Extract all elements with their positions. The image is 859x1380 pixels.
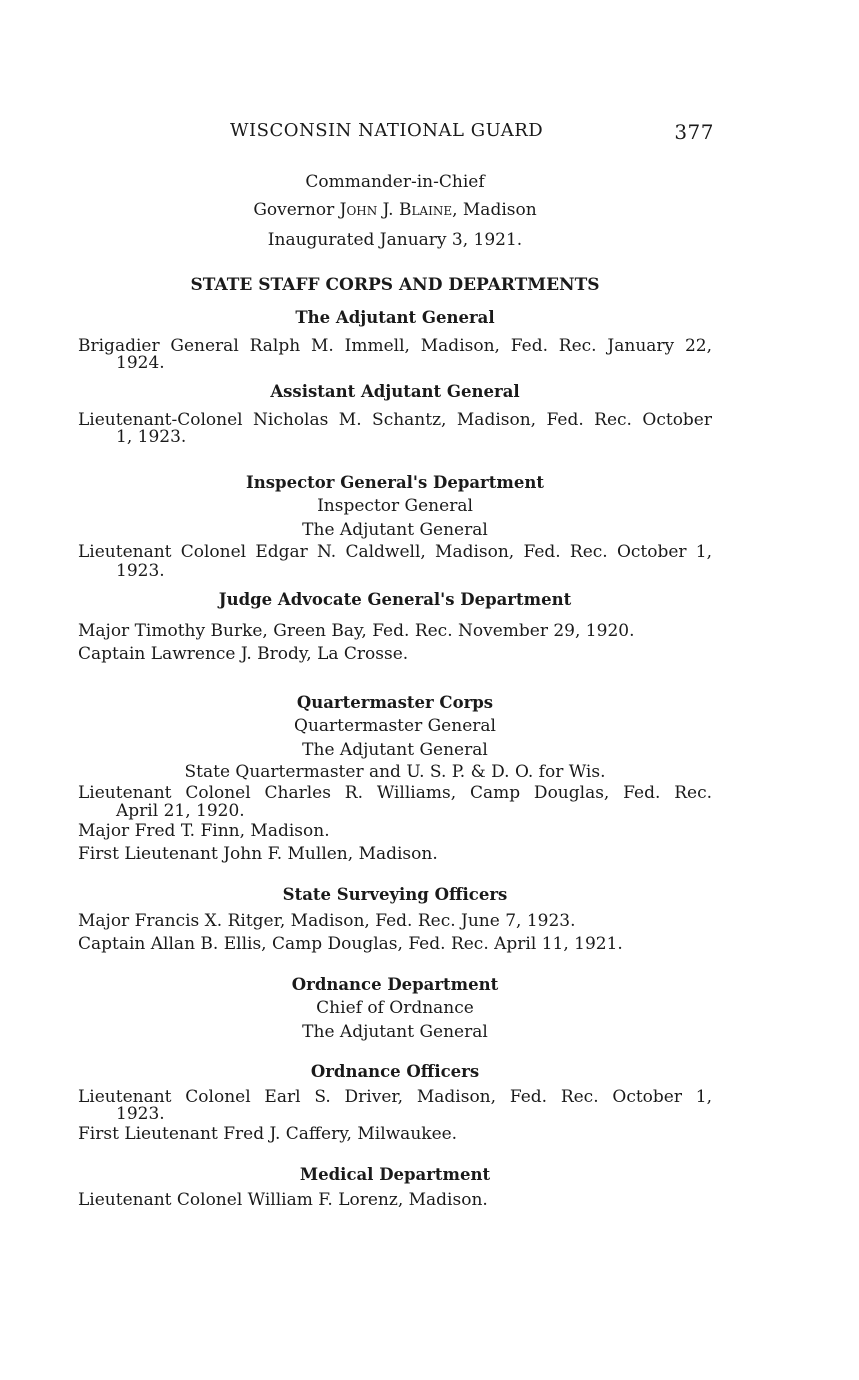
inspector-entry-line1: Lieutenant Colonel Edgar N. Caldwell, Madison, Fed. Rec. October 1, [78, 542, 712, 562]
assistant-entry-line1: Lieutenant-Colonel Nicholas M. Schantz, Madison, Fed. Rec. October [78, 410, 712, 430]
ordnance-dept-sub1: Chief of Ordnance [316, 998, 474, 1018]
ordnance-entry-line1: Lieutenant Colonel Earl S. Driver, Madison, Fed. Rec. October 1, [78, 1087, 712, 1107]
adjutant-entry-line2: 1924. [116, 353, 165, 373]
quartermaster-entry-line2: April 21, 1920. [116, 801, 245, 821]
quartermaster-sub3: State Quartermaster and U. S. P. & D. O. for Wis. [184, 762, 606, 782]
inspector-entry-line2: 1923. [116, 561, 165, 581]
document-body [78, 170, 712, 1212]
governor-line [78, 194, 712, 226]
adjutant-entry-line1: Brigadier General Ralph M. Immell, Madison, Fed. Rec. January 22, [78, 336, 712, 356]
inaugurated-line: Inaugurated January 3, 1921. [267, 230, 523, 250]
governor-suffix: , Madison [452, 200, 537, 220]
surveying-entry: Major Francis X. Ritger, Madison, Fed. Rec. June 7, 1923. [78, 911, 576, 931]
judge-heading: Judge Advocate General's Department [218, 590, 572, 609]
medical-entry: Lieutenant Colonel William F. Lorenz, Madison. [78, 1190, 488, 1210]
inspector-sub2: The Adjutant General [302, 520, 488, 540]
quartermaster-entry: Major Fred T. Finn, Madison. [78, 821, 330, 841]
judge-entry: Major Timothy Burke, Green Bay, Fed. Rec. November 29, 1920. [78, 621, 635, 641]
ordnance-officers-heading: Ordnance Officers [310, 1062, 480, 1081]
ordnance-entry-line2: 1923. [116, 1104, 165, 1124]
header-title: WISCONSIN NATIONAL GUARD [230, 120, 544, 141]
quartermaster-sub2: The Adjutant General [302, 740, 488, 760]
surveying-entry: Captain Allan B. Ellis, Camp Douglas, Fed. Rec. April 11, 1921. [78, 934, 623, 954]
ordnance-dept-heading: Ordnance Department [291, 975, 499, 994]
quartermaster-sub1: Quartermaster General [294, 716, 496, 736]
governor-name: John J. Blaine [339, 200, 453, 220]
quartermaster-entry-line1: Lieutenant Colonel Charles R. Williams, Camp Douglas, Fed. Rec. [78, 783, 712, 803]
ordnance-dept-sub2: The Adjutant General [302, 1022, 488, 1042]
main-heading: STATE STAFF CORPS AND DEPARTMENTS [190, 275, 600, 295]
page-number: 377 [674, 120, 714, 144]
governor-prefix: Governor [253, 200, 335, 220]
surveying-heading: State Surveying Officers [282, 885, 508, 904]
inspector-sub1: Inspector General [317, 496, 473, 516]
inspector-heading: Inspector General's Department [246, 473, 544, 492]
medical-heading: Medical Department [299, 1165, 491, 1184]
assistant-heading: Assistant Adjutant General [270, 382, 520, 401]
commander-heading: Commander-in-Chief [305, 172, 485, 192]
assistant-entry-line2: 1, 1923. [116, 427, 187, 447]
adjutant-heading: The Adjutant General [295, 308, 495, 327]
quartermaster-entry: First Lieutenant John F. Mullen, Madison. [78, 844, 438, 864]
judge-entry: Captain Lawrence J. Brody, La Crosse. [78, 644, 409, 664]
ordnance-entry: First Lieutenant Fred J. Caffery, Milwaukee. [78, 1124, 458, 1144]
quartermaster-heading: Quartermaster Corps [296, 693, 494, 712]
